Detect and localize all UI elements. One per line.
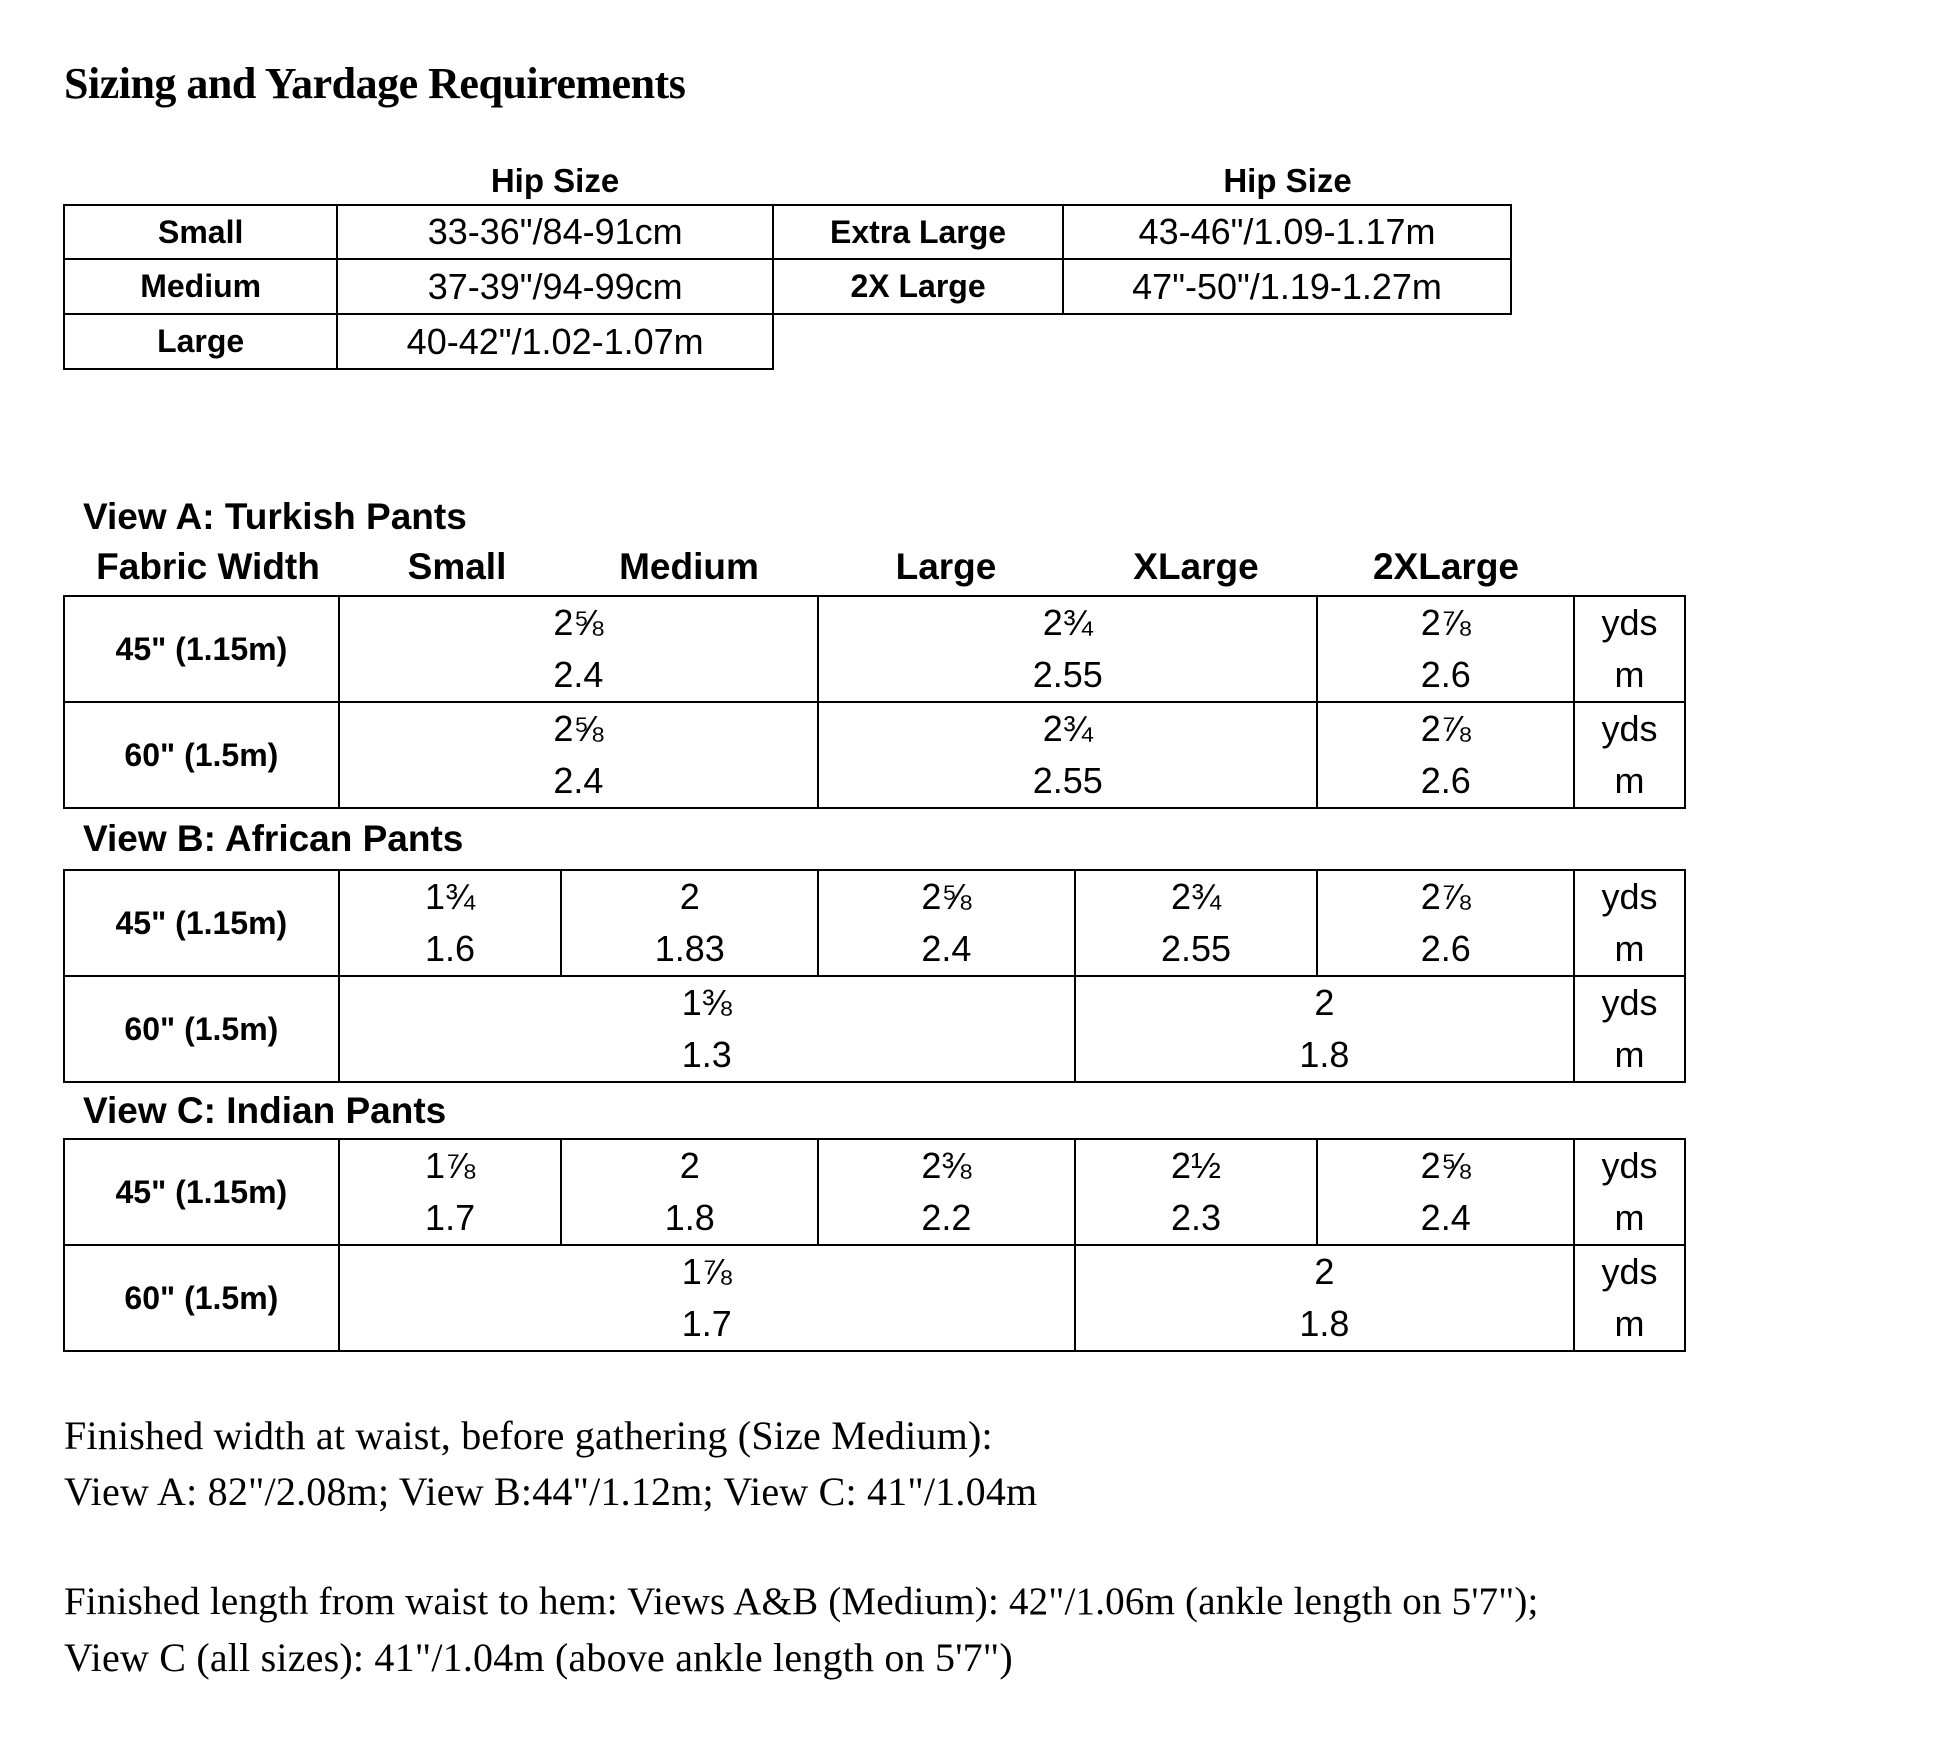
yardage-cell: 2¾ 2.55 xyxy=(818,702,1317,808)
yardage-cell: 2½ 2.3 xyxy=(1075,1139,1318,1245)
table-row xyxy=(64,976,1685,1082)
table-row xyxy=(64,259,773,314)
table-row xyxy=(64,205,773,259)
view-a-yardage-table xyxy=(63,595,1686,809)
length-note-line-1: Finished length from waist to hem: Views A&B (Medium): 42"/1.06m (ankle length on 5'7"); xyxy=(64,1580,1539,1623)
fabric-width-label: 60" (1.5m) xyxy=(64,1245,339,1351)
hip-measurement: 47"-50"/1.19-1.27m xyxy=(1063,259,1511,314)
yardage-cell: 2 1.8 xyxy=(1075,976,1574,1082)
yardage-cell: 2 1.8 xyxy=(1075,1245,1574,1351)
hip-measurement: 37-39"/94-99cm xyxy=(337,259,773,314)
hip-size-header-right: Hip Size xyxy=(1223,162,1352,199)
view-b-yardage-table xyxy=(63,869,1686,1083)
yardage-cell: 2 1.8 xyxy=(561,1139,818,1245)
length-note-line-2: View C (all sizes): 41"/1.04m (above ankle length on 5'7") xyxy=(64,1635,1013,1680)
hip-size-table-left xyxy=(63,204,774,370)
hip-measurement: 33-36"/84-91cm xyxy=(337,205,773,259)
table-row xyxy=(773,205,1511,259)
unit-cell: yds m xyxy=(1574,870,1685,976)
yardage-cell: 2⅝ 2.4 xyxy=(818,870,1075,976)
size-label: Medium xyxy=(64,259,337,314)
size-header-medium: Medium xyxy=(619,546,759,587)
size-label: Small xyxy=(64,205,337,259)
size-label: Large xyxy=(64,314,337,369)
fabric-width-label: 60" (1.5m) xyxy=(64,976,339,1082)
view-c-yardage-table xyxy=(63,1138,1686,1352)
table-row xyxy=(64,702,1685,808)
unit-cell: yds m xyxy=(1574,976,1685,1082)
fabric-width-header: Fabric Width xyxy=(96,546,320,587)
table-row xyxy=(773,259,1511,314)
view-c-title: View C: Indian Pants xyxy=(83,1090,447,1131)
size-header-small: Small xyxy=(407,546,507,587)
size-header-large: Large xyxy=(895,546,997,587)
finished-length-note xyxy=(64,1574,1944,1686)
yardage-cell: 1⅞ 1.7 xyxy=(339,1139,562,1245)
table-row xyxy=(64,870,1685,976)
hip-size-header-left: Hip Size xyxy=(490,162,620,199)
unit-cell: yds m xyxy=(1574,1245,1685,1351)
waist-width-note xyxy=(64,1408,1934,1520)
yardage-cell: 1¾ 1.6 xyxy=(339,870,562,976)
unit-cell: yds m xyxy=(1574,702,1685,808)
yardage-cell: 2⅞ 2.6 xyxy=(1317,870,1574,976)
hip-measurement: 40-42"/1.02-1.07m xyxy=(337,314,773,369)
table-row xyxy=(64,314,773,369)
size-label: Extra Large xyxy=(773,205,1063,259)
yardage-cell: 2⅝ 2.4 xyxy=(1317,1139,1574,1245)
size-header-2xlarge: 2XLarge xyxy=(1372,546,1519,587)
view-b-title: View B: African Pants xyxy=(83,818,464,859)
yardage-cell: 2⅞ 2.6 xyxy=(1317,702,1574,808)
yardage-cell: 2¾ 2.55 xyxy=(818,596,1317,702)
yardage-cell: 2⅜ 2.2 xyxy=(818,1139,1075,1245)
page-title: Sizing and Yardage Requirements xyxy=(64,59,686,108)
yardage-cell: 2⅝ 2.4 xyxy=(339,596,818,702)
view-a-title: View A: Turkish Pants xyxy=(83,496,467,537)
fabric-width-label: 45" (1.15m) xyxy=(64,1139,339,1245)
fabric-width-label: 45" (1.15m) xyxy=(64,870,339,976)
yardage-cell: 2⅝ 2.4 xyxy=(339,702,818,808)
yardage-cell: 2⅞ 2.6 xyxy=(1317,596,1574,702)
size-header-xlarge: XLarge xyxy=(1133,546,1259,587)
yardage-cell: 2¾ 2.55 xyxy=(1075,870,1318,976)
waist-note-line-1: Finished width at waist, before gathering (Size Medium): xyxy=(64,1413,993,1458)
fabric-width-label: 60" (1.5m) xyxy=(64,702,339,808)
fabric-width-label: 45" (1.15m) xyxy=(64,596,339,702)
waist-note-line-2: View A: 82"/2.08m; View B:44"/1.12m; View C: 41"/1.04m xyxy=(64,1469,1038,1514)
hip-size-table-right xyxy=(772,204,1512,315)
hip-measurement: 43-46"/1.09-1.17m xyxy=(1063,205,1511,259)
table-row xyxy=(64,1245,1685,1351)
yardage-cell: 2 1.83 xyxy=(561,870,818,976)
yardage-cell: 1⅞ 1.7 xyxy=(339,1245,1075,1351)
table-row xyxy=(64,596,1685,702)
table-row xyxy=(64,1139,1685,1245)
size-label: 2X Large xyxy=(773,259,1063,314)
yardage-cell: 1⅜ 1.3 xyxy=(339,976,1075,1082)
unit-cell: yds m xyxy=(1574,1139,1685,1245)
unit-cell: yds m xyxy=(1574,596,1685,702)
